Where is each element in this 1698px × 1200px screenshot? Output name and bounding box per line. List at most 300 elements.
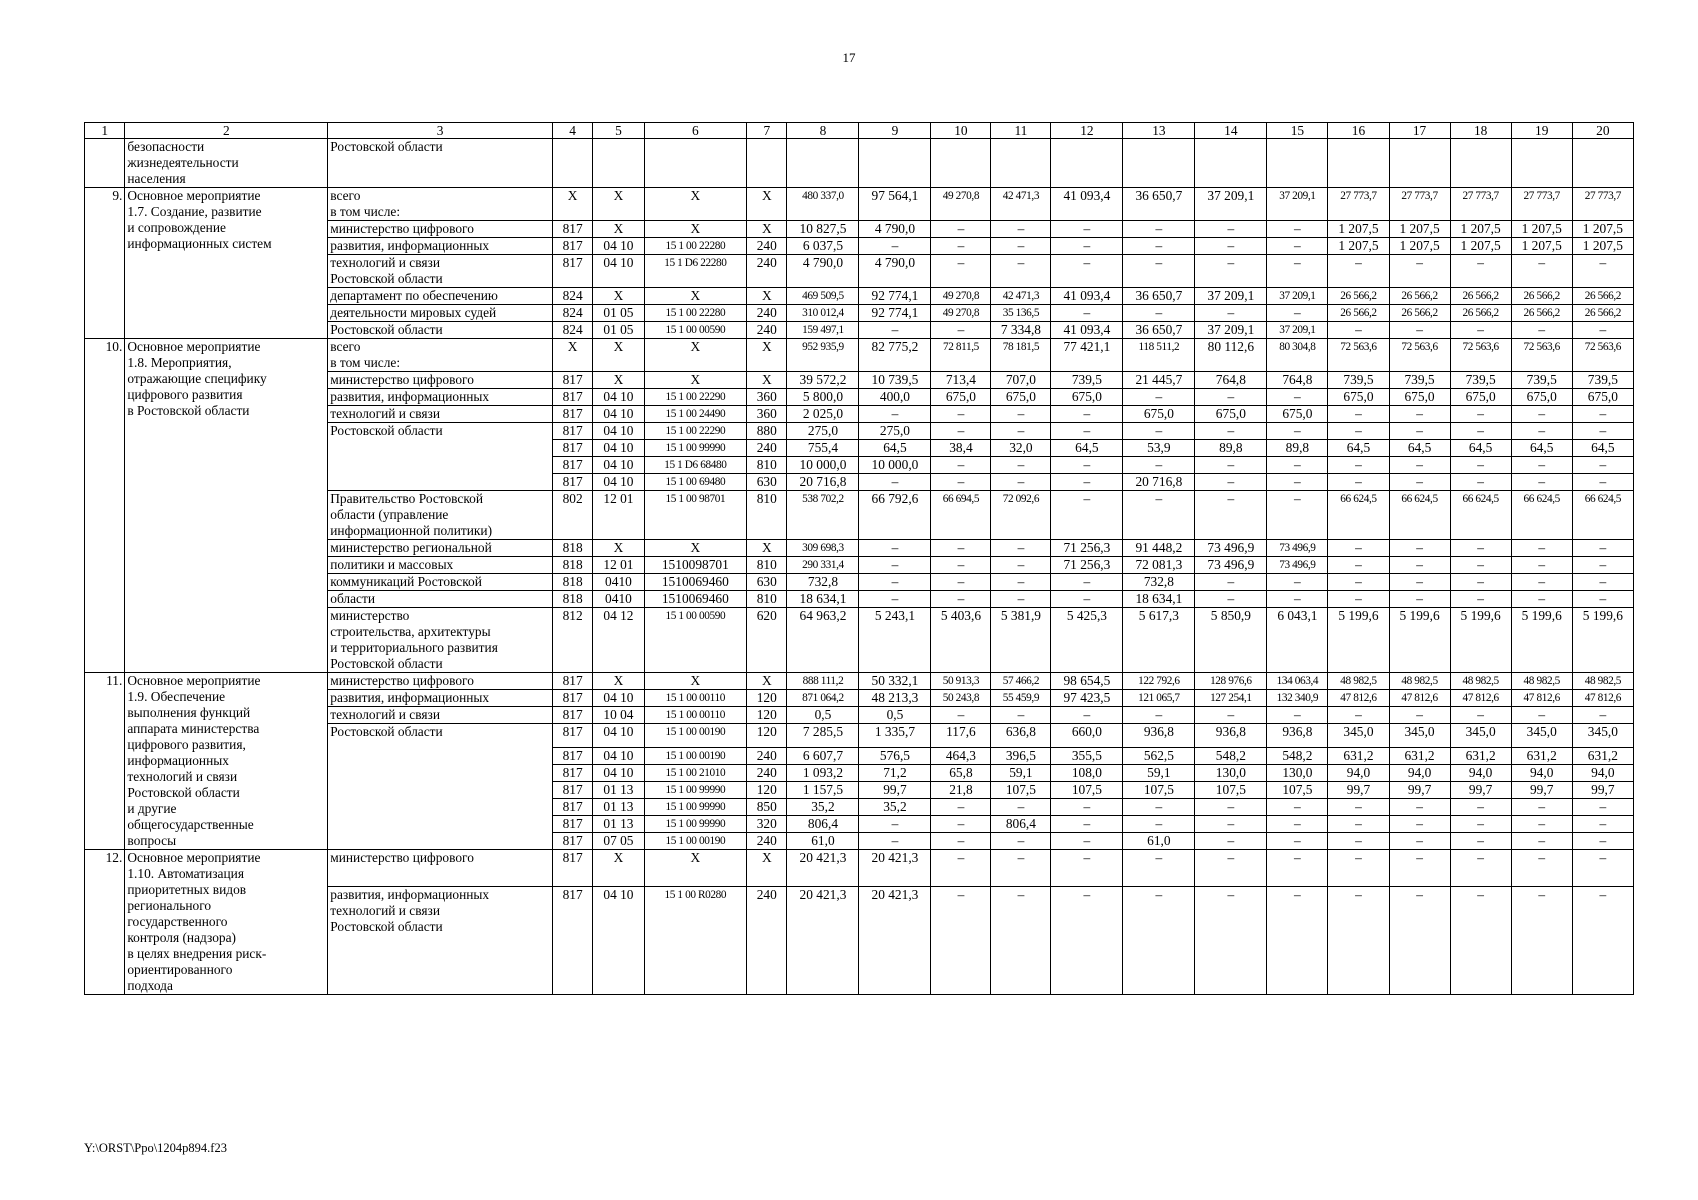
value-cell: X (644, 221, 747, 238)
executor-line: развития, информационных (330, 389, 490, 404)
value-cell: 50 913,3 (931, 673, 991, 690)
value-cell: 107,5 (1267, 782, 1328, 799)
value-cell: 15 1 00 R0280 (644, 887, 747, 995)
executor-cell (328, 322, 553, 339)
value-cell: – (1389, 816, 1450, 833)
header-cell: 12 (1051, 123, 1123, 139)
value-cell: – (1123, 816, 1195, 833)
value-cell: 120 (747, 707, 787, 724)
value-cell: 128 976,6 (1195, 673, 1267, 690)
value-cell: 817 (552, 782, 592, 799)
value-cell: 48 982,5 (1450, 673, 1511, 690)
empty-cell (1450, 139, 1511, 188)
value-cell: 548,2 (1195, 748, 1267, 765)
value-cell: – (1267, 474, 1328, 491)
value-cell: 36 650,7 (1123, 188, 1195, 221)
value-cell: – (1328, 591, 1389, 608)
value-cell: 18 634,1 (1123, 591, 1195, 608)
value-cell: 5 617,3 (1123, 608, 1195, 673)
header-cell: 10 (931, 123, 991, 139)
value-cell: 15 1 00 00190 (644, 724, 747, 748)
value-cell: 04 10 (593, 724, 644, 748)
executor-cell (328, 238, 553, 255)
value-cell: X (747, 288, 787, 305)
value-cell: 4 790,0 (859, 255, 931, 288)
value-cell: 91 448,2 (1123, 540, 1195, 557)
value-cell: 92 774,1 (859, 288, 931, 305)
value-cell: – (1450, 887, 1511, 995)
value-cell: 99,7 (1572, 782, 1633, 799)
value-cell: 26 566,2 (1450, 288, 1511, 305)
event-name-line: населения (127, 171, 186, 186)
value-cell: 26 566,2 (1389, 305, 1450, 322)
value-cell: 739,5 (1511, 372, 1572, 389)
value-cell: 1 207,5 (1328, 221, 1389, 238)
empty-cell (1328, 139, 1389, 188)
value-cell: 15 1 00 22290 (644, 423, 747, 440)
executor-cell (328, 339, 553, 372)
value-cell: 26 566,2 (1572, 305, 1633, 322)
empty-cell (1511, 139, 1572, 188)
value-cell: 360 (747, 406, 787, 423)
value-cell: 1 207,5 (1328, 238, 1389, 255)
value-cell: 130,0 (1195, 765, 1267, 782)
value-cell: 320 (747, 816, 787, 833)
value-cell: X (747, 188, 787, 221)
value-cell: 631,2 (1328, 748, 1389, 765)
value-cell: 1 207,5 (1389, 221, 1450, 238)
value-cell: – (1389, 255, 1450, 288)
value-cell: 675,0 (1511, 389, 1572, 406)
value-cell: 5 199,6 (1450, 608, 1511, 673)
value-cell: 48 982,5 (1572, 673, 1633, 690)
value-cell: 66 624,5 (1328, 491, 1389, 540)
row-number (85, 139, 125, 188)
value-cell: 66 792,6 (859, 491, 931, 540)
row-number: 12. (85, 850, 125, 995)
value-cell: 5 403,6 (931, 608, 991, 673)
value-cell: 37 209,1 (1267, 322, 1328, 339)
value-cell: 64 963,2 (787, 608, 859, 673)
event-name-line: информационных систем (127, 236, 272, 251)
value-cell: 240 (747, 765, 787, 782)
value-cell: 15 1 D6 22280 (644, 255, 747, 288)
value-cell: 66 624,5 (1450, 491, 1511, 540)
value-cell: 1 157,5 (787, 782, 859, 799)
value-cell: 631,2 (1389, 748, 1450, 765)
executor-line: всего (330, 188, 361, 203)
value-cell: – (1051, 238, 1123, 255)
header-cell: 18 (1450, 123, 1511, 139)
value-cell: 01 05 (593, 305, 644, 322)
header-cell: 8 (787, 123, 859, 139)
value-cell: 77 421,1 (1051, 339, 1123, 372)
value-cell: 72 563,6 (1572, 339, 1633, 372)
value-cell: 888 111,2 (787, 673, 859, 690)
value-cell: 817 (552, 673, 592, 690)
value-cell: – (1051, 406, 1123, 423)
event-name-line: 1.7. Создание, развитие (127, 204, 262, 219)
value-cell: – (991, 574, 1051, 591)
value-cell: 15 1 00 99990 (644, 782, 747, 799)
value-cell: 10 739,5 (859, 372, 931, 389)
value-cell: 20 716,8 (787, 474, 859, 491)
value-cell: 15 1 00 00110 (644, 690, 747, 707)
value-cell: 72 563,6 (1328, 339, 1389, 372)
value-cell: 660,0 (1051, 724, 1123, 748)
executor-cell (328, 288, 553, 305)
executor-line: министерство (330, 608, 410, 623)
value-cell: 65,8 (931, 765, 991, 782)
value-cell: 66 694,5 (931, 491, 991, 540)
value-cell: 345,0 (1450, 724, 1511, 748)
value-cell: – (1051, 423, 1123, 440)
value-cell: 72 563,6 (1450, 339, 1511, 372)
value-cell: 707,0 (991, 372, 1051, 389)
value-cell: – (859, 238, 931, 255)
value-cell: 117,6 (931, 724, 991, 748)
value-cell: – (1195, 255, 1267, 288)
executor-line: министерство цифрового (330, 673, 474, 688)
value-cell: 27 773,7 (1389, 188, 1450, 221)
value-cell: 817 (552, 221, 592, 238)
value-cell: – (991, 887, 1051, 995)
event-name-cell (125, 188, 328, 339)
value-cell: – (859, 591, 931, 608)
value-cell: – (1389, 799, 1450, 816)
value-cell: 675,0 (1123, 406, 1195, 423)
value-cell: – (1572, 540, 1633, 557)
value-cell: 64,5 (859, 440, 931, 457)
event-name-line: контроля (надзора) (127, 930, 237, 945)
value-cell: 57 466,2 (991, 673, 1051, 690)
value-cell: – (1511, 816, 1572, 833)
value-cell: 66 624,5 (1389, 491, 1450, 540)
value-cell: 27 773,7 (1572, 188, 1633, 221)
value-cell: 345,0 (1328, 724, 1389, 748)
value-cell: 15 1 00 21010 (644, 765, 747, 782)
executor-cell (328, 608, 553, 673)
event-name-line: и другие (127, 801, 177, 816)
value-cell: – (1123, 491, 1195, 540)
value-cell: 27 773,7 (1328, 188, 1389, 221)
executor-cell (328, 406, 553, 423)
value-cell: 817 (552, 887, 592, 995)
value-cell: – (1051, 457, 1123, 474)
value-cell: – (1389, 474, 1450, 491)
value-cell: – (1051, 491, 1123, 540)
value-cell: – (931, 591, 991, 608)
executor-line: Ростовской области (330, 139, 443, 154)
header-cell: 9 (859, 123, 931, 139)
value-cell: – (1450, 322, 1511, 339)
value-cell: 26 566,2 (1328, 305, 1389, 322)
table-row (85, 339, 1634, 372)
value-cell: – (931, 255, 991, 288)
value-cell: 732,8 (787, 574, 859, 591)
value-cell: – (1572, 574, 1633, 591)
value-cell: 47 812,6 (1511, 690, 1572, 707)
executor-line: развития, информационных (330, 690, 490, 705)
value-cell: 04 10 (593, 423, 644, 440)
value-cell: – (1267, 887, 1328, 995)
value-cell: 98 654,5 (1051, 673, 1123, 690)
value-cell: – (1450, 406, 1511, 423)
value-cell: 1 207,5 (1450, 221, 1511, 238)
value-cell: – (859, 474, 931, 491)
value-cell: 817 (552, 748, 592, 765)
value-cell: 817 (552, 707, 592, 724)
event-name-line: цифрового развития, (127, 737, 246, 752)
value-cell: – (1195, 591, 1267, 608)
value-cell: 7 334,8 (991, 322, 1051, 339)
value-cell: 49 270,8 (931, 305, 991, 322)
value-cell: – (1572, 850, 1633, 887)
executor-cell (328, 372, 553, 389)
header-cell: 2 (125, 123, 328, 139)
value-cell: 120 (747, 690, 787, 707)
value-cell: 824 (552, 305, 592, 322)
value-cell: – (1267, 305, 1328, 322)
value-cell: – (931, 457, 991, 474)
value-cell: 72 563,6 (1511, 339, 1572, 372)
value-cell: 817 (552, 457, 592, 474)
value-cell: – (1511, 799, 1572, 816)
value-cell: 5 800,0 (787, 389, 859, 406)
value-cell: 04 10 (593, 474, 644, 491)
value-cell: 1 207,5 (1511, 238, 1572, 255)
event-name-line: цифрового развития (127, 387, 243, 402)
value-cell: 5 199,6 (1511, 608, 1572, 673)
value-cell: 36 650,7 (1123, 288, 1195, 305)
value-cell: 240 (747, 238, 787, 255)
header-cell: 16 (1328, 123, 1389, 139)
value-cell: 275,0 (787, 423, 859, 440)
value-cell: – (1389, 406, 1450, 423)
value-cell: – (991, 406, 1051, 423)
value-cell: 10 000,0 (787, 457, 859, 474)
value-cell: 15 1 00 22290 (644, 389, 747, 406)
value-cell: X (747, 673, 787, 690)
executor-line: технологий и связи (330, 903, 441, 919)
value-cell: 108,0 (1051, 765, 1123, 782)
header-cell: 7 (747, 123, 787, 139)
empty-cell (787, 139, 859, 188)
value-cell: 1 335,7 (859, 724, 931, 748)
value-cell: 1 207,5 (1572, 238, 1633, 255)
value-cell: – (1195, 305, 1267, 322)
value-cell: 82 775,2 (859, 339, 931, 372)
value-cell: 38,4 (931, 440, 991, 457)
value-cell: 99,7 (1511, 782, 1572, 799)
value-cell: 39 572,2 (787, 372, 859, 389)
value-cell: – (1572, 887, 1633, 995)
value-cell: – (931, 221, 991, 238)
value-cell: 871 064,2 (787, 690, 859, 707)
value-cell: – (1511, 423, 1572, 440)
value-cell: 739,5 (1450, 372, 1511, 389)
value-cell: 130,0 (1267, 765, 1328, 782)
value-cell: 20 421,3 (787, 850, 859, 887)
empty-cell (859, 139, 931, 188)
empty-cell (991, 139, 1051, 188)
value-cell: 1510098701 (644, 557, 747, 574)
value-cell: – (1572, 591, 1633, 608)
value-cell: – (1051, 591, 1123, 608)
value-cell: 15 1 00 24490 (644, 406, 747, 423)
value-cell: 0410 (593, 574, 644, 591)
value-cell: 4 790,0 (787, 255, 859, 288)
value-cell: – (931, 474, 991, 491)
value-cell: – (1511, 557, 1572, 574)
value-cell: 675,0 (991, 389, 1051, 406)
value-cell: – (1511, 474, 1572, 491)
event-name-line: ориентированного (127, 962, 233, 977)
value-cell: 37 209,1 (1195, 188, 1267, 221)
value-cell: – (1051, 816, 1123, 833)
event-name-line: приоритетных видов (127, 882, 247, 897)
empty-cell (644, 139, 747, 188)
event-name-line: технологий и связи (127, 769, 238, 784)
value-cell: – (1389, 540, 1450, 557)
value-cell: 72 081,3 (1123, 557, 1195, 574)
row-number: 11. (85, 673, 125, 850)
value-cell: 4 790,0 (859, 221, 931, 238)
value-cell: 240 (747, 305, 787, 322)
value-cell: – (1267, 491, 1328, 540)
value-cell: – (1195, 887, 1267, 995)
value-cell: X (644, 540, 747, 557)
value-cell: 26 566,2 (1450, 305, 1511, 322)
value-cell: – (1572, 707, 1633, 724)
value-cell: 630 (747, 474, 787, 491)
value-cell: 675,0 (1328, 389, 1389, 406)
value-cell: 07 05 (593, 833, 644, 850)
value-cell: 290 331,4 (787, 557, 859, 574)
value-cell: 817 (552, 833, 592, 850)
value-cell: 345,0 (1389, 724, 1450, 748)
value-cell: 732,8 (1123, 574, 1195, 591)
value-cell: 739,5 (1389, 372, 1450, 389)
value-cell: 35,2 (787, 799, 859, 816)
value-cell: 620 (747, 608, 787, 673)
executor-line: всего (330, 339, 361, 354)
header-cell: 15 (1267, 123, 1328, 139)
value-cell: 37 209,1 (1195, 322, 1267, 339)
value-cell: – (1123, 850, 1195, 887)
value-cell: 134 063,4 (1267, 673, 1328, 690)
table-row (85, 673, 1634, 690)
value-cell: 127 254,1 (1195, 690, 1267, 707)
header-cell: 3 (328, 123, 553, 139)
value-cell: 72 092,6 (991, 491, 1051, 540)
executor-line: Правительство Ростовской (330, 491, 484, 506)
value-cell: 50 332,1 (859, 673, 931, 690)
value-cell: 824 (552, 322, 592, 339)
value-cell: 12 01 (593, 491, 644, 540)
value-cell: 64,5 (1511, 440, 1572, 457)
value-cell: 20 421,3 (859, 850, 931, 887)
executor-cell (328, 221, 553, 238)
value-cell: – (1195, 474, 1267, 491)
value-cell: 97 423,5 (1051, 690, 1123, 707)
value-cell: – (1123, 707, 1195, 724)
event-name-line: аппарата министерства (127, 721, 260, 736)
row-number: 10. (85, 339, 125, 673)
value-cell: 810 (747, 457, 787, 474)
value-cell: 01 05 (593, 322, 644, 339)
value-cell: – (1511, 833, 1572, 850)
value-cell: 41 093,4 (1051, 188, 1123, 221)
value-cell: – (1123, 799, 1195, 816)
value-cell: – (1195, 850, 1267, 887)
value-cell: X (593, 188, 644, 221)
value-cell: 37 209,1 (1267, 288, 1328, 305)
value-cell: 15 1 00 99990 (644, 440, 747, 457)
executor-line: политики и массовых (330, 557, 454, 572)
value-cell: 5 199,6 (1572, 608, 1633, 673)
executor-line: министерство цифрового (330, 221, 474, 236)
value-cell: 99,7 (1389, 782, 1450, 799)
value-cell: – (1450, 816, 1511, 833)
executor-cell (328, 305, 553, 322)
value-cell: 480 337,0 (787, 188, 859, 221)
value-cell: 5 850,9 (1195, 608, 1267, 673)
value-cell: – (1511, 574, 1572, 591)
value-cell: – (991, 423, 1051, 440)
event-name-line: Основное мероприятие (127, 850, 261, 865)
value-cell: – (1450, 591, 1511, 608)
executor-line: министерство цифрового (330, 372, 474, 387)
value-cell: 400,0 (859, 389, 931, 406)
value-cell: 99,7 (1328, 782, 1389, 799)
value-cell: 61,0 (1123, 833, 1195, 850)
value-cell: 27 773,7 (1511, 188, 1572, 221)
value-cell: 817 (552, 238, 592, 255)
value-cell: 71,2 (859, 765, 931, 782)
value-cell: 01 13 (593, 782, 644, 799)
executor-cell (328, 707, 553, 724)
value-cell: X (593, 288, 644, 305)
value-cell: 240 (747, 322, 787, 339)
value-cell: 538 702,2 (787, 491, 859, 540)
value-cell: 739,5 (1328, 372, 1389, 389)
value-cell: X (552, 339, 592, 372)
value-cell: 1 207,5 (1511, 221, 1572, 238)
executor-line: Ростовской области (330, 271, 443, 286)
value-cell: – (1328, 557, 1389, 574)
value-cell: – (991, 850, 1051, 887)
value-cell: X (747, 850, 787, 887)
value-cell: 73 496,9 (1195, 540, 1267, 557)
event-name-cell (125, 850, 328, 995)
value-cell: 72 563,6 (1389, 339, 1450, 372)
executor-cell (328, 540, 553, 557)
value-cell: 880 (747, 423, 787, 440)
value-cell: 10 000,0 (859, 457, 931, 474)
value-cell: 120 (747, 724, 787, 748)
value-cell: 48 213,3 (859, 690, 931, 707)
value-cell: 01 13 (593, 816, 644, 833)
value-cell: – (1195, 423, 1267, 440)
value-cell: – (991, 221, 1051, 238)
header-cell: 5 (593, 123, 644, 139)
value-cell: X (644, 372, 747, 389)
value-cell: – (931, 816, 991, 833)
value-cell: – (1511, 887, 1572, 995)
value-cell: 32,0 (991, 440, 1051, 457)
executor-line: технологий и связи (330, 707, 441, 722)
